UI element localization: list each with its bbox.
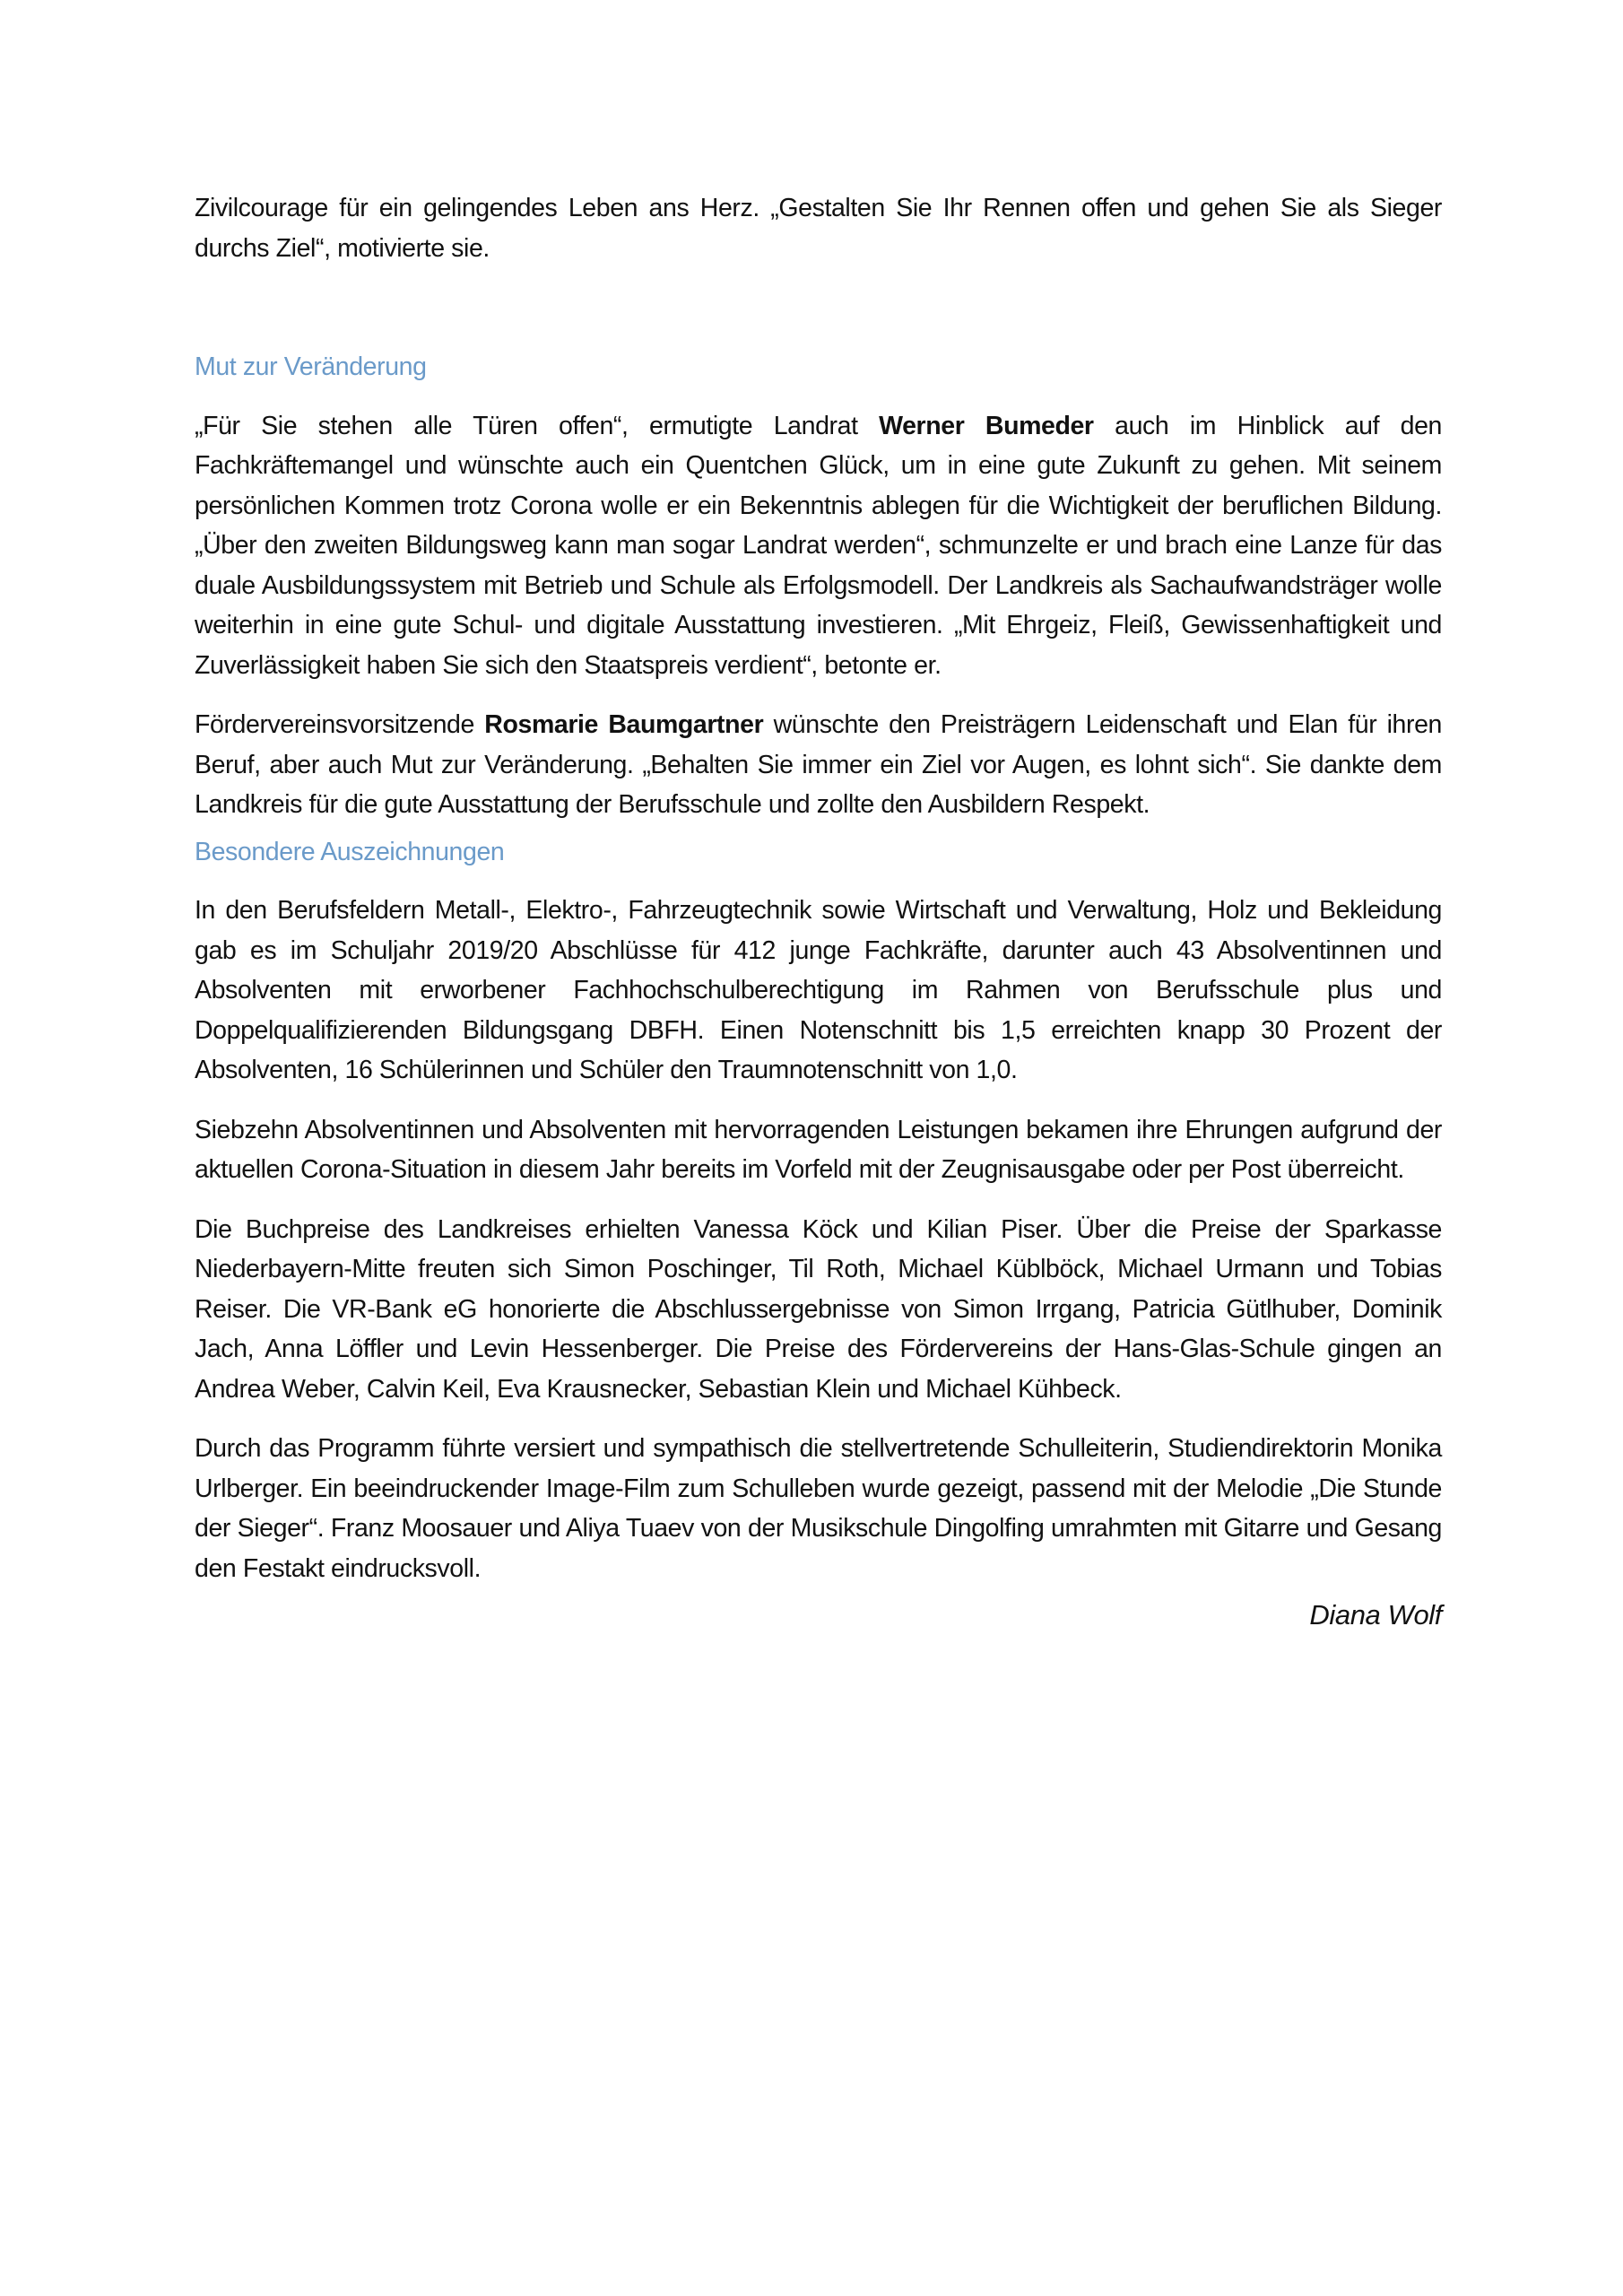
- person-name-bold: Werner Bumeder: [879, 411, 1094, 440]
- document-page: [195, 188, 1442, 1636]
- paragraph-text: auch im Hinblick auf den Fachkräftemangel und wünschte auch ein Quentchen Glück, um in eine gute Zukunft zu gehen. Mit seinem persönlichen Kommen trotz Corona wolle er ein Bekenntnis ablegen für die Wichtigkeit der beruflichen Bildung. „Über den zweiten Bildungsweg kann man sogar Landrat werden“, schmunzelte er und brach eine Lanze für das duale Ausbildungssystem mit Betrieb und Schule als Erfolgsmodell. Der Landkreis als Sachaufwandsträger wolle weiterhin in eine gute Schul- und digitale Ausstattung investieren. „Mit Ehrgeiz, Fleiß, Gewissenhaftigkeit und Zuverlässigkeit haben Sie sich den Staatspreis verdient“, betonte er.: [195, 411, 1442, 680]
- paragraph-landrat: [195, 406, 1442, 686]
- paragraph-siebzehn-absolventen: Siebzehn Absolventinnen und Absolventen mit hervorragenden Leistungen bekamen ihre Ehrungen aufgrund der aktuellen Corona-Situation in diesem Jahr bereits im Vorfeld mit der Zeugnisausgabe oder per Post überreicht.: [195, 1115, 1442, 1184]
- paragraph-text: wünschte den Preisträgern Leidenschaft und Elan für ihren Beruf, aber auch Mut zur Veränderung. „Behalten Sie immer ein Ziel vor Augen, es lohnt sich“. Sie dankte dem Landkreis für die gute Ausstattung der Berufsschule und zollte den Ausbildern Respekt.: [195, 710, 1442, 819]
- paragraph-text: Fördervereinsvorsitzende: [195, 710, 485, 739]
- paragraph-berufsfelder: In den Berufsfeldern Metall-, Elektro-, Fahrzeugtechnik sowie Wirtschaft und Verwaltung, Holz und Bekleidung gab es im Schuljahr 2019/20 Abschlüsse für 412 junge Fachkräfte, darunter auch 43 Absolventinnen und Absolventen mit erworbener Fachhochschulberechtigung im Rahmen von Berufsschule plus und Doppelqualifizierenden Bildungsgang DBFH. Einen Notenschnitt bis 1,5 erreichten knapp 30 Prozent der Absolventen, 16 Schülerinnen und Schüler den Traumnotenschnitt von 1,0.: [195, 896, 1442, 1084]
- author-signature: Diana Wolf: [1309, 1599, 1442, 1631]
- section-heading-besondere-auszeichnungen: Besondere Auszeichnungen: [195, 837, 505, 866]
- section-heading-mut-zur-veraenderung: Mut zur Veränderung: [195, 352, 427, 381]
- paragraph-buchpreise: Die Buchpreise des Landkreises erhielten Vanessa Köck und Kilian Piser. Über die Preise der Sparkasse Niederbayern-Mitte freuten sich Simon Poschinger, Til Roth, Michael Küblböck, Michael Urmann und Tobias Reiser. Die VR-Bank eG honorierte die Abschlussergebnisse von Simon Irrgang, Patricia Gütlhuber, Dominik Jach, Anna Löffler und Levin Hessenberger. Die Preise des Fördervereins der Hans-Glas-Schule gingen an Andrea Weber, Calvin Keil, Eva Krausnecker, Sebastian Klein und Michael Kühbeck.: [195, 1214, 1442, 1404]
- person-name-bold: Rosmarie Baumgartner: [484, 710, 764, 739]
- paragraph-foerderverein: [195, 705, 1442, 825]
- paragraph-programm: Durch das Programm führte versiert und sympathisch die stellvertretende Schulleiterin, Studiendirektorin Monika Urlberger. Ein beeindruckender Image-Film zum Schulleben wurde gezeigt, passend mit der Melodie „Die Stunde der Sieger“. Franz Moosauer und Aliya Tuaev von der Musikschule Dingolfing umrahmten mit Gitarre und Gesang den Festakt eindrucksvoll.: [195, 1434, 1442, 1583]
- intro-paragraph: Zivilcourage für ein gelingendes Leben ans Herz. „Gestalten Sie Ihr Rennen offen und gehen Sie als Sieger durchs Ziel“, motivierte sie.: [195, 194, 1442, 263]
- paragraph-text: „Für Sie stehen alle Türen offen“, ermutigte Landrat: [195, 411, 880, 440]
